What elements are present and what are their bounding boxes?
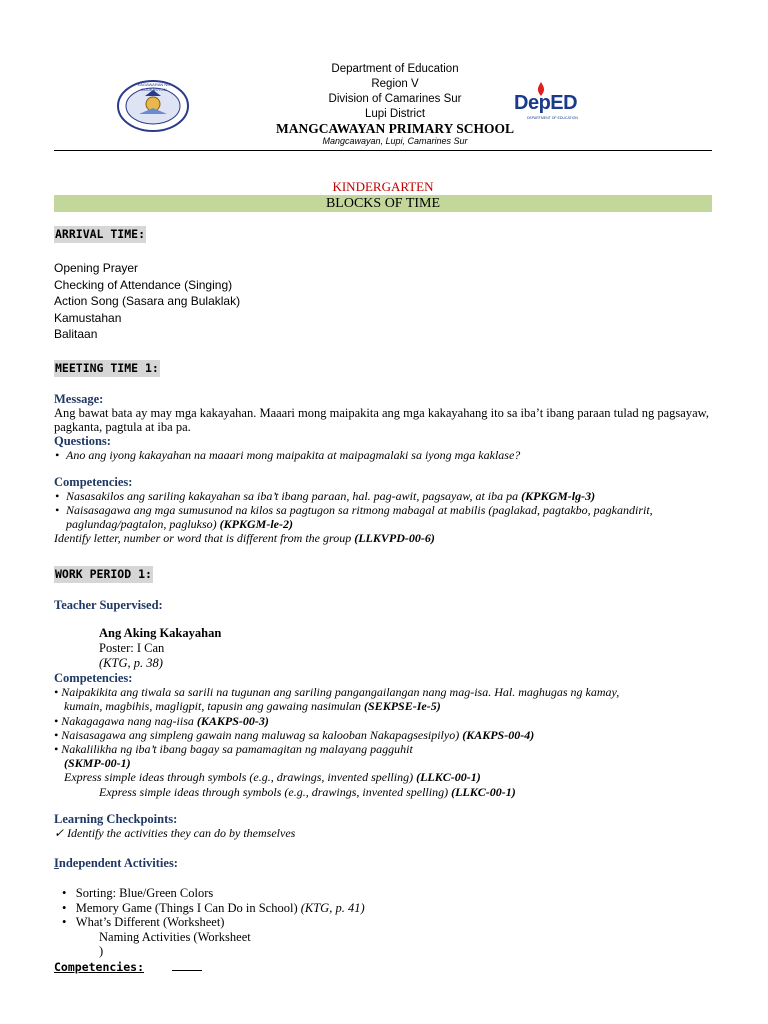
arrival-time-heading: ARRIVAL TIME: xyxy=(55,227,146,241)
competency-item: • Nakalilikha ng iba’t ibang bagay sa pamamagitan ng malayang pagguhit xyxy=(54,742,413,757)
message-label: Message: xyxy=(54,392,104,406)
meeting-time-content xyxy=(54,392,716,545)
list-item: Opening Prayer xyxy=(54,261,139,275)
questions-label: Questions: xyxy=(54,434,111,448)
list-item: • What’s Different (Worksheet) xyxy=(62,915,225,929)
list-item: Checking of Attendance (Singing) xyxy=(54,277,233,292)
checkmark-icon: ✓ xyxy=(54,826,65,840)
learning-checkpoints-label: Learning Checkpoints: xyxy=(54,812,178,826)
message-text: Ang bawat bata ay may mga kakayahan. Maaari mong maipakita ang mga kakayahang ito sa iba’t ibang paraan tulad ng pagsayaw, pagkanta, pagtula at iba pa. xyxy=(54,406,709,434)
deped-logo-text: DepED xyxy=(514,92,578,114)
competency-item: Express simple ideas through symbols (e.g., drawings, invented spelling) (LLKC-00-1) xyxy=(99,784,516,799)
competency-item: • Naipakikita ang tiwala sa sarili na tugunan ang sariling pangangailangan nang mag-isa. Hal. maghugas ng kamay, xyxy=(54,685,620,700)
school-address: Mangcawayan, Lupi, Camarines Sur xyxy=(322,136,468,146)
competency-item: Express simple ideas through symbols (e.g., drawings, invented spelling) (LLKC-00-1) xyxy=(64,770,481,785)
list-item: Balitaan xyxy=(54,327,98,342)
competencies-heading: Competencies: xyxy=(54,960,202,974)
competency-item: • Nasasakilos ang sariling kakayahan sa iba’t ibang paraan, hal. pag-awit, pagsayaw, at iba pa (KPKGM-lg-3) xyxy=(54,489,716,503)
competencies-label: Competencies: xyxy=(54,475,133,489)
meeting-time-heading: MEETING TIME 1: xyxy=(55,361,159,375)
activity-reference: (KTG, p. 38) xyxy=(99,656,163,670)
header-line-division: Division of Camarines Sur xyxy=(328,93,462,105)
list-item: • Sorting: Blue/Green Colors xyxy=(62,886,214,900)
work-period-heading: WORK PERIOD 1: xyxy=(55,567,152,581)
independent-activities-label: Independent Activities: xyxy=(54,856,178,870)
blocks-of-time-banner: BLOCKS OF TIME xyxy=(54,195,712,212)
header-line-region: Region V xyxy=(371,78,419,90)
arrival-activities-list xyxy=(54,260,714,343)
list-item: Action Song (Sasara ang Bulaklak) xyxy=(54,294,241,309)
question-item: • Ano ang iyong kakayahan na maaari mong maipakita at maipagmalaki sa iyong mga kaklase? xyxy=(54,448,716,462)
activity-title: Ang Aking Kakayahan xyxy=(99,626,222,640)
list-item: Naming Activities (Worksheet xyxy=(99,929,251,944)
header-line-department: Department of Education xyxy=(331,63,459,75)
activity-poster: Poster: I Can xyxy=(99,641,165,655)
competency-item: • Naisasagawa ang mga sumusunod na kilos sa pagtugon sa ritmong mabagal at mabilis (paglakad, pagtakbo, pagkandirit, paglundag/pagtalon, paglukso) (KPKGM-le-2) xyxy=(54,503,716,531)
list-item-continued: ) xyxy=(99,944,104,958)
work-competencies xyxy=(54,671,724,799)
seal-lettering: KAGAWARAN NG EDUKASYON xyxy=(137,82,171,92)
list-item: Kamustahan xyxy=(54,310,122,325)
competency-item: Identify letter, number or word that is different from the group (LLKVPD-00-6) xyxy=(54,531,435,545)
school-name: MANGCAWAYAN PRIMARY SCHOOL xyxy=(275,121,515,136)
grade-level-heading: KINDERGARTEN xyxy=(332,179,434,194)
teacher-supervised-label: Teacher Supervised: xyxy=(54,598,163,612)
header-line-district: Lupi District xyxy=(364,108,426,120)
list-item: • Memory Game (Things I Can Do in School) (KTG, p. 41) xyxy=(62,900,365,915)
checkpoint-item: ✓ Identify the activities they can do by themselves xyxy=(54,826,296,840)
competency-code: (SKMP-00-1) xyxy=(64,756,131,771)
independent-activities-list xyxy=(62,886,662,959)
deped-logo-sub: DEPARTMENT OF EDUCATION xyxy=(527,116,578,120)
competency-item-continued: kumain, magbihis, magligpit, tapusin ang gawaing nasimulan (SEKPSE-Ie-5) xyxy=(64,699,441,714)
activity-block xyxy=(99,626,499,671)
competency-item: • Nakagagawa nang nag-iisa (KAKPS-00-3) xyxy=(54,713,269,728)
competency-item: • Naisasagawa ang simpleng gawain nang maluwag sa kalooban Nakapagsesipilyo) (KAKPS-00-4) xyxy=(54,727,535,742)
competencies-label: Competencies: xyxy=(54,671,133,685)
learning-checkpoints xyxy=(54,812,714,840)
header-divider xyxy=(54,150,712,151)
